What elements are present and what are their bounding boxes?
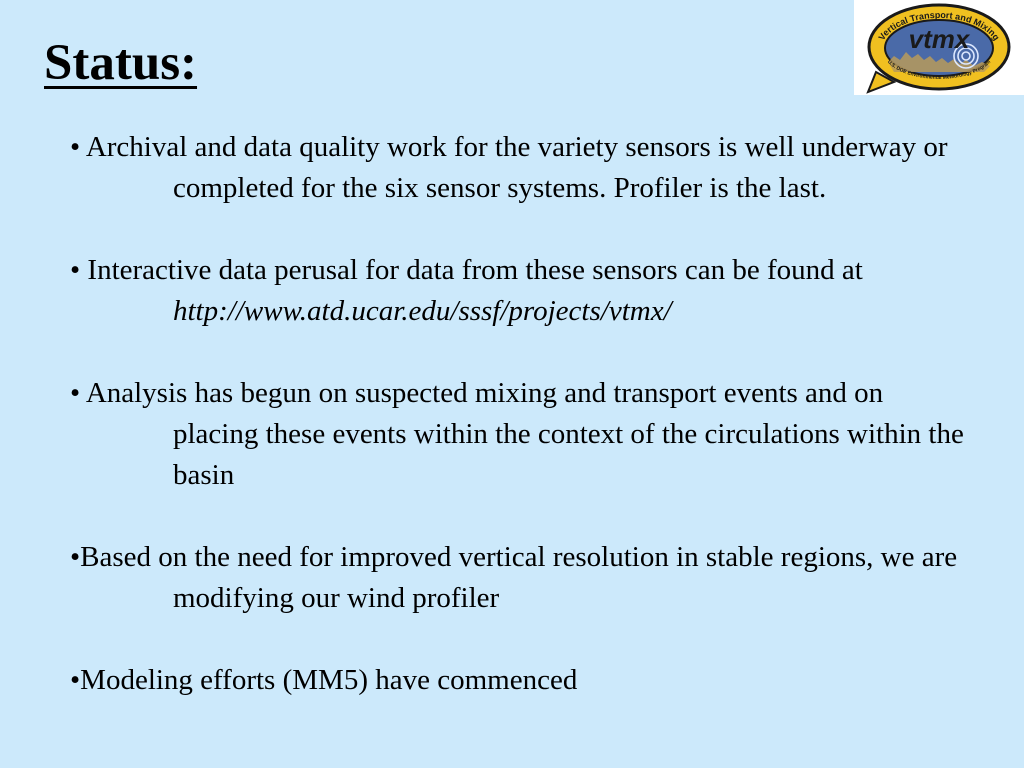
status-bullet-archival <box>70 127 970 209</box>
bullet-marker: • <box>70 541 81 573</box>
status-bullet-list <box>70 127 970 701</box>
logo-ring-top-text: Vertical Transport and Mixing <box>876 9 1002 43</box>
logo-wordmark: vtmx <box>908 24 970 54</box>
bullet-text: Modeling efforts (MM5) have commenced <box>80 664 578 696</box>
bullet-marker: • <box>70 254 88 286</box>
status-bullet-data-perusal <box>70 250 970 332</box>
bullet-text: Interactive data perusal for data from these sensors can be found at <box>87 254 863 286</box>
bullet-marker: • <box>70 664 81 696</box>
project-url-link[interactable]: http://www.atd.ucar.edu/sssf/projects/vtmx/ <box>173 295 672 327</box>
status-bullet-modeling <box>70 660 970 701</box>
bullet-text: Archival and data quality work for the variety sensors is well underway or completed for the six sensor systems. Profiler is the last. <box>85 131 948 204</box>
bullet-text: Analysis has begun on suspected mixing and transport events and on placing these events within the context of the circulations within the basin <box>85 377 964 491</box>
status-bullet-analysis <box>70 373 970 496</box>
bullet-marker: • <box>70 131 86 163</box>
bullet-text: Based on the need for improved vertical resolution in stable regions, we are modifying our wind profiler <box>80 541 958 614</box>
status-bullet-wind-profiler <box>70 537 970 619</box>
vtmx-logo <box>854 0 1024 95</box>
bullet-marker: • <box>70 377 86 409</box>
logo-ring-bottom-text: U.S. DOE Environmental Meteorology Program <box>885 59 993 81</box>
slide-title: Status: <box>44 35 198 91</box>
